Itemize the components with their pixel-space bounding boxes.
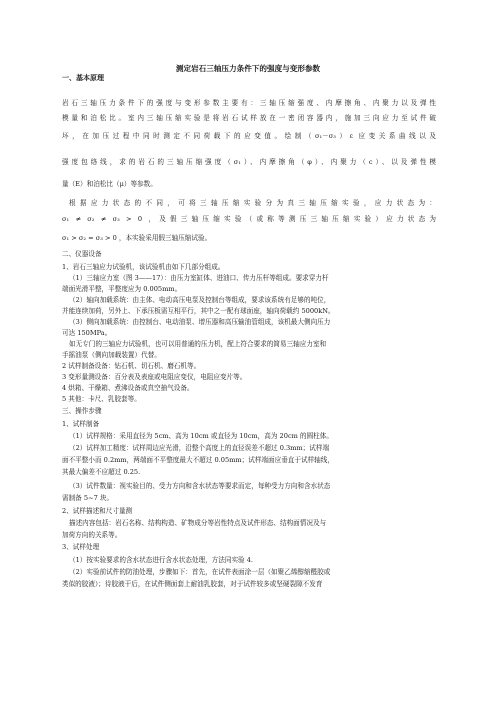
paragraph-line: 根据应力状态的不同，可将三轴压缩实验分为真三轴压缩实验，应力状态为： (69, 199, 436, 207)
subsection-heading: 3、试样处理 (62, 543, 100, 551)
subsection-heading: 2、试样描述和尺寸量测 (62, 507, 133, 515)
list-item: （2）实验前试件的防油处理，步骤如下：首先，在试件表面涂一层（如聚乙烯醇缩醛胶或 (69, 568, 331, 576)
list-item: （2）试样加工精度：试样周边应光滑，沿整个高度上的直径误差不超过 0.3mm；试样端 (69, 444, 330, 452)
list-item: 可达 150MPa。 (62, 329, 112, 337)
document-title: 测定岩石三轴压力条件下的强度与变形参数 (175, 64, 321, 73)
paragraph-line: 强度包络线，求的岩石的三轴压缩强度（σ₁）、内摩擦角（φ）、内聚力（c）、以及弹性模 (62, 158, 436, 166)
list-item: 1、岩石三轴应力试验机，该试验机由如下几部分组成。 (62, 263, 225, 271)
paragraph-line: 坏，在加压过程中同时测定不同荷载下的应变值。绘制（σ₁－σ₃）ε 应变关系曲线以及 (62, 132, 436, 140)
list-item: （3）侧向加载系统：由控制台、电动油泵、增压器和高压输油管组成，该机最大侧向压力 (69, 318, 331, 326)
list-item: （3）试件数量：视实验目的、受力方向和含水状态等要求而定，每种受力方向和含水状态 (69, 482, 331, 490)
paragraph-line: 加荷方向的关系等。 (62, 531, 122, 539)
list-item: 2 试样制备设备：钻石机、切石机、磨石机等。 (62, 362, 201, 370)
subsection-heading: 1、试样制备 (62, 420, 100, 428)
list-item: 需制备 5~7 块。 (62, 494, 114, 502)
list-item: 3 变形量测设备：百分表及表座或电阻应变仪，电阻应变片等。 (62, 373, 247, 381)
paragraph-line: 描述内容包括：岩石名称、结构构造、矿物成分等岩性特点及试件形态、结构面情况及与 (69, 519, 327, 527)
list-item: 其最大偏差不应超过 0.25. (62, 468, 141, 476)
list-item: 类似的胶液）；待胶液干后，在试件侧面套上耐油乳胶套，对于试件较多或坚硬裂隙不发育 (62, 580, 323, 588)
paragraph-line: 手摇油泵（侧向加载装置）代替。 (62, 351, 161, 359)
list-item: （2）轴向加载系统：由主体、电动高压电泵及控制台等组成，要求该系统有足够的吨位， (69, 296, 331, 304)
list-item: 4 烘箱、干燥箱、煮沸设备或真空抽气设备。 (62, 384, 194, 392)
paragraph-line: 如无专门的三轴应力试验机，也可以用普通的压力机，配上符合要求的简易三轴应力室和 (69, 340, 327, 348)
list-item: 端面光滑平整，平整度应为 0.005mm。 (62, 285, 182, 293)
list-item: 并能连续加荷，另外上、下承压板需互相平行，其中之一配有球面座，轴向荷载约 5000kN。 (62, 307, 335, 315)
formula-line: σ₁ ≠ σ₂ ≠ σ₃ > 0 ，及假三轴压缩实验（或称等测压三轴压缩实验）应力状态为 (62, 215, 436, 223)
paragraph-line: 岩石三轴压力条件下的强度与变形参数主要有：三轴压缩强度、内摩擦角、内聚力以及弹性 (62, 99, 436, 107)
list-item: （1）试样规格：采用直径为 5cm、高为 10cm 或直径为 10cm，高为 20cm 的圆柱体。 (69, 432, 333, 440)
formula-line: σ₁ > σ₂ = σ₃ > 0 ，本实验采用假三轴压缩试验。 (62, 234, 212, 242)
paragraph-line: 模量和泊松比。室内三轴压缩实验是将岩石试样放在一密闭容器内，施加三向应力至试件破 (62, 114, 436, 122)
section-heading-principle: 一、基本原理 (62, 73, 104, 82)
section-heading-procedure: 三、操作步骤 (62, 407, 102, 415)
list-item: （1）按实验要求的含水状态进行含水状态处理，方法同实验 4. (69, 556, 254, 564)
section-heading-equipment: 二、仪器设备 (62, 250, 102, 258)
list-item: 面不平整小而 0.2mm，两端面不平整度最大不超过 0.05mm；试样端面应垂直于试样轴线， (62, 456, 334, 464)
list-item: （1）三轴应力室（图 3——17）：由压力室缸体、进油口、传力压杆等组成。要求穿力杆 (69, 274, 329, 282)
list-item: 5 其他：卡尺、乳胶套等。 (62, 395, 141, 403)
paragraph-line: 量（E）和泊松比（μ）等参数。 (62, 180, 157, 188)
